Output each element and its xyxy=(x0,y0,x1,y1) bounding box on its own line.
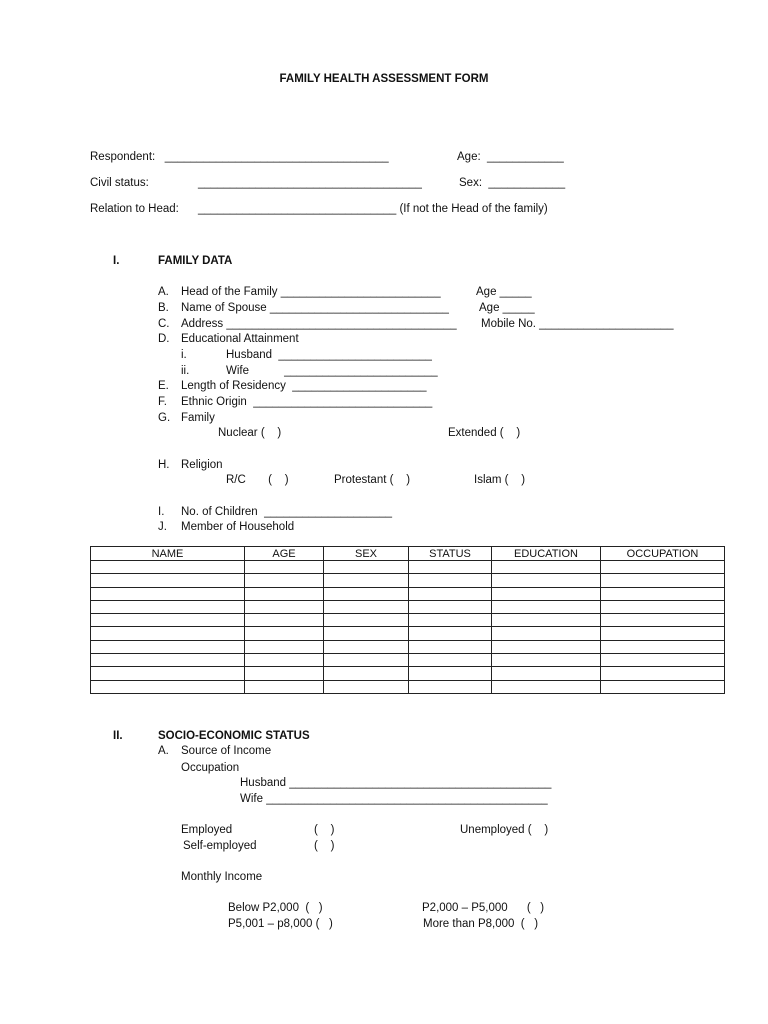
cell-occupation[interactable] xyxy=(601,627,725,640)
cell-age[interactable] xyxy=(245,640,324,653)
cell-age[interactable] xyxy=(245,574,324,587)
cell-education[interactable] xyxy=(492,561,601,574)
employed-label: Employed xyxy=(181,824,233,836)
cell-sex[interactable] xyxy=(324,667,409,680)
cell-name[interactable] xyxy=(91,614,245,627)
cell-education[interactable] xyxy=(492,574,601,587)
cell-age[interactable] xyxy=(245,587,324,600)
column-header-education: EDUCATION xyxy=(492,547,601,561)
item-d-wife: Wife ________________________ xyxy=(226,365,438,377)
section-1-title: FAMILY DATA xyxy=(158,255,233,267)
unemployed-option[interactable]: Unemployed ( ) xyxy=(460,824,549,836)
occupation-wife: Wife ____________________________________________ xyxy=(240,793,548,805)
cell-name[interactable] xyxy=(91,680,245,693)
cell-age[interactable] xyxy=(245,667,324,680)
column-header-sex: SEX xyxy=(324,547,409,561)
cell-education[interactable] xyxy=(492,627,601,640)
item-a-age: Age _____ xyxy=(476,286,532,298)
religion-rc-option[interactable]: R/C ( ) xyxy=(226,474,289,486)
cell-age[interactable] xyxy=(245,614,324,627)
income-below-2000-option[interactable]: Below P2,000 ( ) xyxy=(228,902,323,914)
cell-name[interactable] xyxy=(91,587,245,600)
item-a-letter: A. xyxy=(158,286,169,298)
cell-occupation[interactable] xyxy=(601,654,725,667)
item-i-letter: I. xyxy=(158,506,165,518)
cell-name[interactable] xyxy=(91,654,245,667)
cell-education[interactable] xyxy=(492,654,601,667)
cell-sex[interactable] xyxy=(324,627,409,640)
item-j-household: Member of Household xyxy=(181,521,295,533)
civil-status-label: Civil status: xyxy=(90,177,149,189)
item-d-education: Educational Attainment xyxy=(181,333,299,345)
cell-name[interactable] xyxy=(91,627,245,640)
cell-education[interactable] xyxy=(492,640,601,653)
cell-education[interactable] xyxy=(492,587,601,600)
income-2000-5000-option[interactable]: P2,000 – P5,000 ( ) xyxy=(422,902,545,914)
item-g-letter: G. xyxy=(158,412,171,424)
table-row xyxy=(91,574,725,587)
cell-sex[interactable] xyxy=(324,654,409,667)
family-extended-option[interactable]: Extended ( ) xyxy=(448,427,521,439)
item-b-age: Age _____ xyxy=(479,302,535,314)
cell-name[interactable] xyxy=(91,561,245,574)
item-d-letter: D. xyxy=(158,333,170,345)
cell-sex[interactable] xyxy=(324,587,409,600)
cell-education[interactable] xyxy=(492,680,601,693)
item-f-letter: F. xyxy=(158,396,167,408)
cell-occupation[interactable] xyxy=(601,640,725,653)
self-employed-checkbox[interactable]: ( ) xyxy=(314,840,335,852)
table-row xyxy=(91,640,725,653)
cell-status[interactable] xyxy=(409,614,492,627)
cell-status[interactable] xyxy=(409,561,492,574)
cell-name[interactable] xyxy=(91,667,245,680)
form-title: FAMILY HEALTH ASSESSMENT FORM xyxy=(279,73,489,85)
cell-status[interactable] xyxy=(409,600,492,613)
cell-occupation[interactable] xyxy=(601,667,725,680)
relation-label: Relation to Head: xyxy=(90,203,179,215)
cell-sex[interactable] xyxy=(324,574,409,587)
respondent-field: Respondent: ___________________________________ xyxy=(90,151,389,163)
item-c-address: Address ____________________________________ xyxy=(181,318,457,330)
column-header-status: STATUS xyxy=(409,547,492,561)
table-row xyxy=(91,680,725,693)
table-row xyxy=(91,614,725,627)
cell-occupation[interactable] xyxy=(601,600,725,613)
item-h-letter: H. xyxy=(158,459,170,471)
column-header-age: AGE xyxy=(245,547,324,561)
item-f-ethnic-origin: Ethnic Origin ____________________________ xyxy=(181,396,433,408)
item-c-letter: C. xyxy=(158,318,170,330)
cell-name[interactable] xyxy=(91,574,245,587)
cell-occupation[interactable] xyxy=(601,574,725,587)
monthly-income-label: Monthly Income xyxy=(181,871,263,883)
cell-sex[interactable] xyxy=(324,561,409,574)
cell-status[interactable] xyxy=(409,640,492,653)
column-header-occupation: OCCUPATION xyxy=(601,547,725,561)
income-more-than-8000-option[interactable]: More than P8,000 ( ) xyxy=(423,918,539,930)
cell-occupation[interactable] xyxy=(601,614,725,627)
table-row xyxy=(91,600,725,613)
self-employed-label: Self-employed xyxy=(183,840,257,852)
item-c-mobile: Mobile No. _____________________ xyxy=(481,318,674,330)
cell-sex[interactable] xyxy=(324,640,409,653)
table-row xyxy=(91,587,725,600)
item-b-letter: B. xyxy=(158,302,169,314)
cell-age[interactable] xyxy=(245,680,324,693)
item-d-ii-numeral: ii. xyxy=(181,365,190,377)
item-i-children: No. of Children ____________________ xyxy=(181,506,393,518)
cell-age[interactable] xyxy=(245,600,324,613)
religion-islam-option[interactable]: Islam ( ) xyxy=(474,474,526,486)
cell-status[interactable] xyxy=(409,574,492,587)
item-e-residency: Length of Residency _____________________ xyxy=(181,380,427,392)
income-5001-8000-option[interactable]: P5,001 – p8,000 ( ) xyxy=(228,918,333,930)
item-j-letter: J. xyxy=(158,521,167,533)
table-row xyxy=(91,627,725,640)
table-row xyxy=(91,667,725,680)
cell-sex[interactable] xyxy=(324,614,409,627)
cell-education[interactable] xyxy=(492,600,601,613)
item-d-i-numeral: i. xyxy=(181,349,187,361)
cell-name[interactable] xyxy=(91,600,245,613)
item-a-head-of-family: Head of the Family _________________________ xyxy=(181,286,441,298)
cell-occupation[interactable] xyxy=(601,587,725,600)
item-b-spouse: Name of Spouse ____________________________ xyxy=(181,302,449,314)
section-2-title: SOCIO-ECONOMIC STATUS xyxy=(158,730,310,742)
item-e-letter: E. xyxy=(158,380,169,392)
section-2-number: II. xyxy=(113,730,123,742)
cell-occupation[interactable] xyxy=(601,561,725,574)
cell-education[interactable] xyxy=(492,614,601,627)
cell-occupation[interactable] xyxy=(601,680,725,693)
relation-line: _______________________________ (If not the Head of the family) xyxy=(198,203,548,215)
cell-sex[interactable] xyxy=(324,680,409,693)
cell-sex[interactable] xyxy=(324,600,409,613)
cell-age[interactable] xyxy=(245,627,324,640)
occupation-husband: Husband _________________________________________ xyxy=(240,777,552,789)
item-h-religion: Religion xyxy=(181,459,223,471)
item-2a-letter: A. xyxy=(158,745,169,757)
item-g-family: Family xyxy=(181,412,215,424)
cell-age[interactable] xyxy=(245,561,324,574)
civil-status-line: ___________________________________ xyxy=(198,177,422,189)
item-2a-source-of-income: Source of Income xyxy=(181,745,272,757)
cell-status[interactable] xyxy=(409,680,492,693)
religion-protestant-option[interactable]: Protestant ( ) xyxy=(334,474,411,486)
section-1-number: I. xyxy=(113,255,120,267)
household-table xyxy=(90,546,725,694)
family-nuclear-option[interactable]: Nuclear ( ) xyxy=(218,427,282,439)
occupation-label: Occupation xyxy=(181,762,240,774)
column-header-name: NAME xyxy=(91,547,245,561)
employed-checkbox[interactable]: ( ) xyxy=(314,824,335,836)
cell-age[interactable] xyxy=(245,654,324,667)
cell-education[interactable] xyxy=(492,667,601,680)
cell-status[interactable] xyxy=(409,587,492,600)
table-header-row xyxy=(91,547,725,561)
age-field: Age: ____________ xyxy=(457,151,564,163)
item-d-husband: Husband ________________________ xyxy=(226,349,432,361)
cell-name[interactable] xyxy=(91,640,245,653)
cell-status[interactable] xyxy=(409,667,492,680)
sex-field: Sex: ____________ xyxy=(459,177,566,189)
table-row xyxy=(91,654,725,667)
cell-status[interactable] xyxy=(409,627,492,640)
table-row xyxy=(91,561,725,574)
cell-status[interactable] xyxy=(409,654,492,667)
